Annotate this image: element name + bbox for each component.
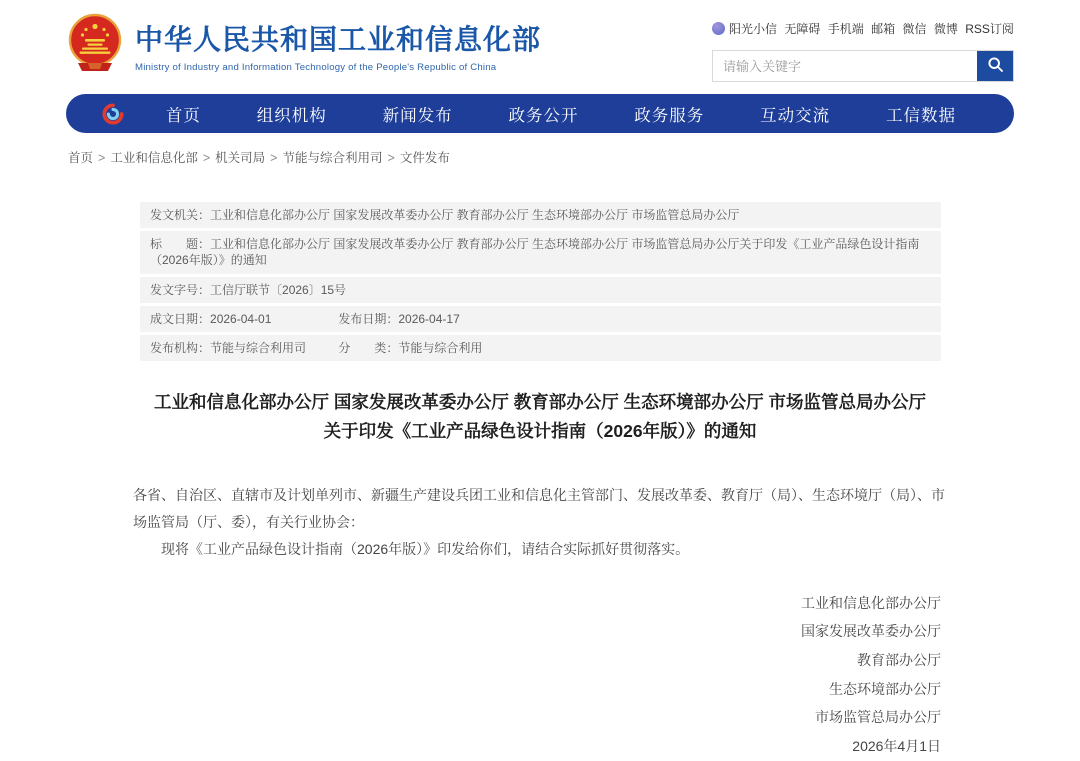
doc-title-value: 工业和信息化部办公厅 国家发展改革委办公厅 教育部办公厅 生态环境部办公厅 市场监管总局办公厅关于印发《工业产品绿色设计指南（2026年版）》的通知 — [150, 237, 920, 268]
site-header — [0, 0, 1080, 82]
link-wechat[interactable]: 微信 — [902, 22, 927, 36]
search-button[interactable] — [977, 51, 1013, 81]
written-date-value: 2026-04-01 — [210, 311, 272, 326]
link-mail[interactable]: 邮箱 — [871, 22, 896, 36]
meta-row-title — [140, 231, 941, 273]
site-subtitle: Ministry of Industry and Information Technology of the People's Republic of China — [135, 62, 497, 73]
meta-row-doc-number — [140, 277, 941, 303]
meta-row-org-category — [140, 335, 941, 361]
publish-org-label: 发布机构： — [150, 340, 211, 355]
search-icon — [987, 56, 1004, 76]
document-title — [70, 388, 1010, 446]
link-weibo[interactable]: 微博 — [933, 22, 958, 36]
meta-row-dates — [140, 306, 941, 332]
breadcrumb-separator: > — [202, 151, 211, 165]
written-date-label: 成文日期： — [150, 311, 211, 326]
signature-block — [0, 589, 941, 761]
breadcrumb — [68, 148, 1014, 166]
document-title-line1: 工业和信息化部办公厅 国家发展改革委办公厅 教育部办公厅 生态环境部办公厅 市场监管总局办公厅 — [154, 392, 926, 413]
nav-item-interaction[interactable]: 互动交流 — [760, 106, 831, 125]
publish-org-value: 节能与综合利用司 — [210, 340, 307, 355]
issuing-org-value: 工业和信息化部办公厅 国家发展改革委办公厅 教育部办公厅 生态环境部办公厅 市场监管总局办公厅 — [210, 208, 740, 222]
signature-org-ndrc: 国家发展改革委办公厅 — [801, 623, 941, 640]
site-brand[interactable] — [66, 13, 541, 78]
signature-date: 2026年4月1日 — [852, 737, 941, 754]
nav-item-gov-disclosure[interactable]: 政务公开 — [508, 106, 579, 125]
breadcrumb-departments[interactable]: 机关司局 — [215, 151, 266, 165]
search-bar — [712, 50, 1014, 82]
main-nav — [66, 94, 1014, 133]
gov-website-e-icon — [102, 103, 124, 125]
publish-date-value: 2026-04-17 — [398, 311, 460, 326]
breadcrumb-separator: > — [387, 151, 395, 165]
breadcrumb-document-release[interactable]: 文件发布 — [399, 151, 450, 165]
breadcrumb-separator: > — [98, 151, 106, 165]
breadcrumb-energy-dept[interactable]: 节能与综合利用司 — [282, 151, 383, 165]
link-sunshine-assistant[interactable]: 阳光小信 — [712, 20, 777, 37]
signature-org-samr: 市场监管总局办公厅 — [815, 709, 941, 726]
nav-item-news[interactable]: 新闻发布 — [382, 106, 453, 125]
issuing-org-label: 发文机关： — [150, 208, 211, 222]
meta-row-issuing-org — [140, 202, 941, 228]
link-mobile[interactable]: 手机端 — [827, 22, 864, 36]
category-value: 节能与综合利用 — [398, 340, 483, 355]
publish-date-label: 发布日期： — [338, 311, 399, 326]
site-title: 中华人民共和国工业和信息化部 — [135, 24, 542, 55]
signature-org-mee: 生态环境部办公厅 — [829, 680, 941, 697]
breadcrumb-home[interactable]: 首页 — [68, 151, 94, 165]
link-rss[interactable]: RSS订阅 — [965, 22, 1014, 36]
signature-org-miit: 工业和信息化部办公厅 — [801, 594, 941, 611]
doc-number-value: 工信厅联节〔2026〕15号 — [210, 282, 347, 297]
signature-org-moe: 教育部办公厅 — [857, 651, 941, 668]
search-input[interactable] — [713, 51, 977, 81]
top-links — [712, 20, 1014, 37]
nav-item-gov-services[interactable]: 政务服务 — [634, 106, 705, 125]
body-paragraph-addressees: 各省、自治区、直辖市及计划单列市、新疆生产建设兵团工业和信息化主管部门、发展改革委、教育厅（局）、生态环境厅（局）、市场监管局（厅、委），有关行业协会： — [133, 486, 945, 530]
document-body — [133, 482, 947, 563]
national-emblem-icon — [66, 13, 124, 78]
body-paragraph-main: 现将《工业产品绿色设计指南（2026年版）》印发给你们，请结合实际抓好贯彻落实。 — [161, 540, 690, 557]
category-label: 分 类： — [338, 340, 399, 355]
nav-items — [138, 102, 984, 126]
document-meta-table — [140, 202, 941, 361]
breadcrumb-miit[interactable]: 工业和信息化部 — [110, 151, 198, 165]
nav-item-miit-data[interactable]: 工信数据 — [885, 106, 956, 125]
document-title-line2: 关于印发《工业产品绿色设计指南（2026年版）》的通知 — [323, 421, 757, 441]
nav-item-organization[interactable]: 组织机构 — [256, 106, 327, 125]
breadcrumb-separator: > — [270, 151, 278, 165]
sunshine-assistant-icon — [712, 22, 725, 35]
link-accessibility[interactable]: 无障碍 — [784, 22, 821, 36]
brand-text — [135, 18, 541, 73]
header-right — [712, 13, 1014, 82]
nav-item-home[interactable]: 首页 — [165, 106, 201, 125]
doc-number-label: 发文字号： — [150, 282, 211, 297]
doc-title-label: 标 题： — [150, 237, 211, 252]
